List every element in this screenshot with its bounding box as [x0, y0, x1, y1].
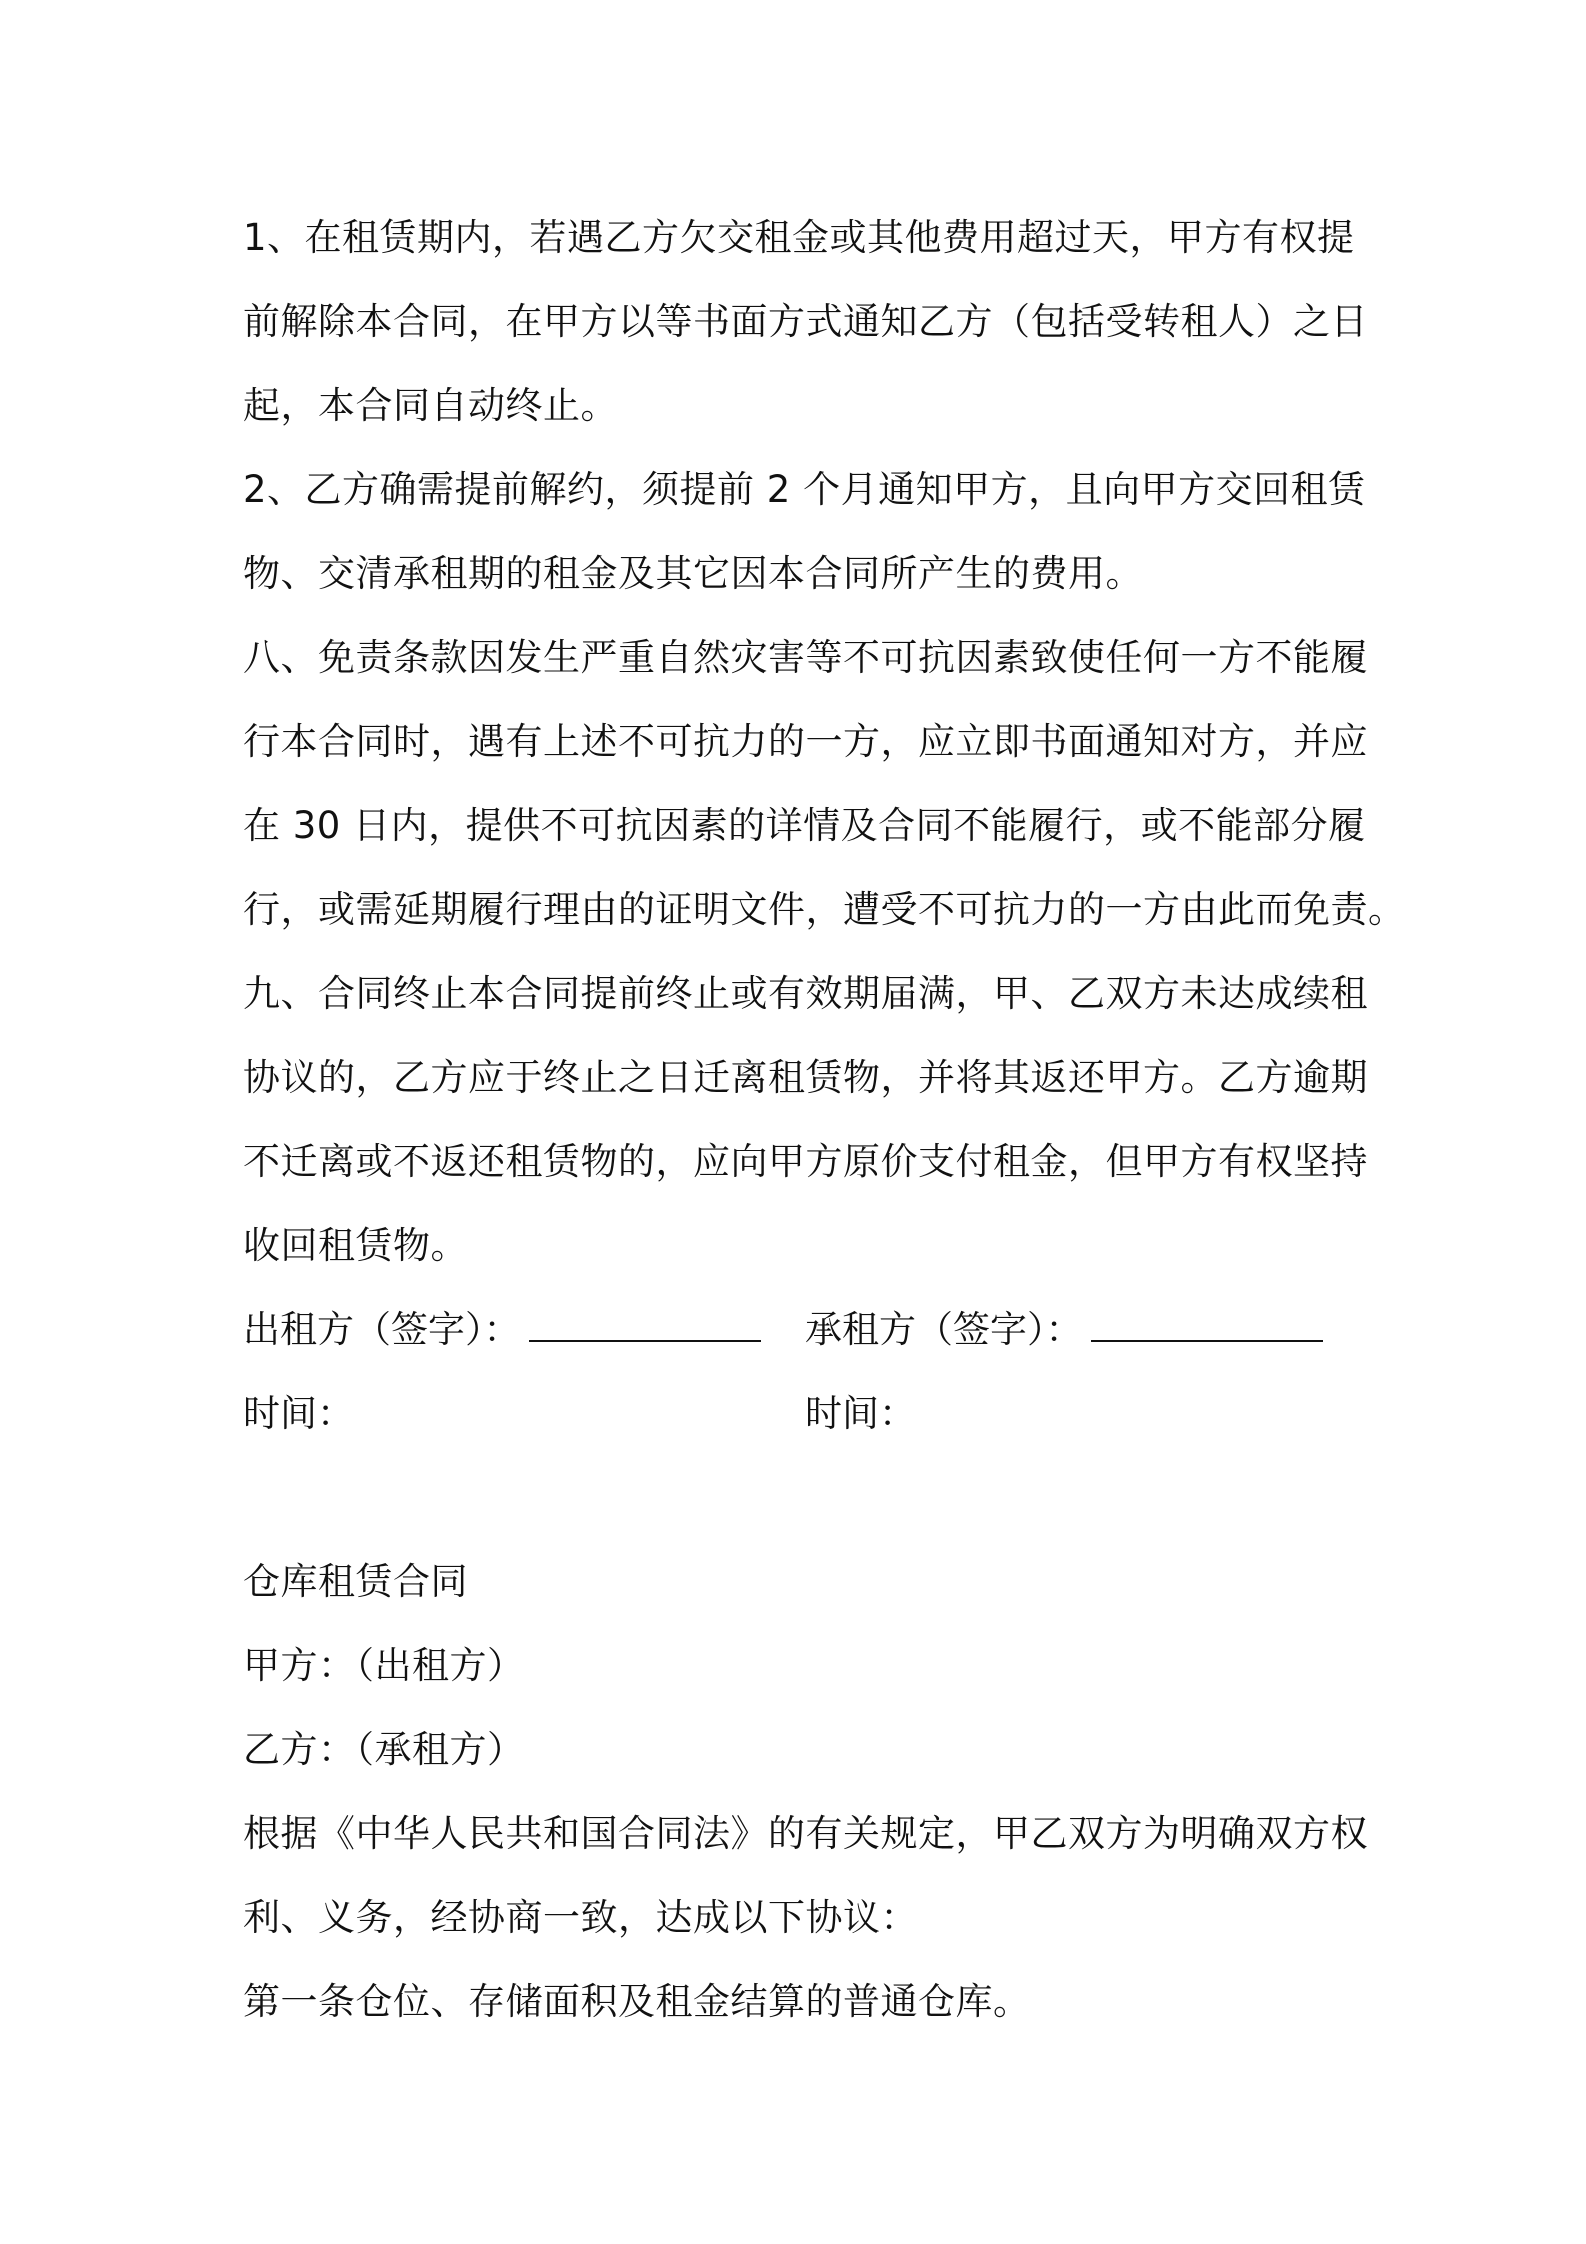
section8-line4: 行，或需延期履行理由的证明文件，遭受不可抗力的一方由此而免责。: [243, 888, 1406, 931]
section8-line2: 行本合同时，遇有上述不可抗力的一方，应立即书面通知对方，并应: [243, 720, 1368, 763]
section8-line1: 八、免责条款因发生严重自然灾害等不可抗因素致使任何一方不能履: [243, 636, 1368, 679]
article1-line: 第一条仓位、存储面积及租金结算的普通仓库。: [243, 1980, 1031, 2023]
time-row: [243, 1372, 1353, 1456]
lessor-signature-blank[interactable]: [529, 1310, 761, 1342]
lessor-time: [243, 1372, 354, 1456]
section9-line2: 协议的，乙方应于终止之日迁离租赁物，并将其返还甲方。乙方逾期: [243, 1056, 1368, 1099]
party-a-line: 甲方：（出租方）: [243, 1644, 525, 1687]
party-b-line: 乙方：（承租方）: [243, 1728, 525, 1771]
second-contract-title: 仓库租赁合同: [243, 1560, 468, 1603]
signature-row: [243, 1288, 1353, 1372]
termination-item1-line1: 1、在租赁期内，若遇乙方欠交租金或其他费用超过天，甲方有权提: [243, 216, 1355, 259]
lessee-signature-label: 承租方（签字）：: [805, 1308, 1083, 1351]
termination-item2-line1: 2、乙方确需提前解约，须提前 2 个月通知甲方，且向甲方交回租赁: [243, 468, 1366, 511]
section9-line4: 收回租赁物。: [243, 1224, 468, 1267]
lessor-signature: [243, 1288, 761, 1372]
intro-line2: 利、义务，经协商一致，达成以下协议：: [243, 1896, 918, 1939]
lessee-time: [805, 1372, 916, 1456]
section9-line3: 不迁离或不返还租赁物的，应向甲方原价支付租金，但甲方有权坚持: [243, 1140, 1368, 1183]
lessor-time-label: 时间：: [243, 1392, 354, 1435]
section-spacer: [243, 1456, 1353, 1540]
section9-line1: 九、合同终止本合同提前终止或有效期届满，甲、乙双方未达成续租: [243, 972, 1368, 1015]
termination-item1-line3: 起，本合同自动终止。: [243, 384, 618, 427]
lessee-signature: [805, 1288, 1323, 1372]
termination-item1-line2: 前解除本合同，在甲方以等书面方式通知乙方（包括受转租人）之日: [243, 300, 1368, 343]
lessee-time-label: 时间：: [805, 1392, 916, 1435]
intro-line1: 根据《中华人民共和国合同法》的有关规定，甲乙双方为明确双方权: [243, 1812, 1368, 1855]
termination-item2-line2: 物、交清承租期的租金及其它因本合同所产生的费用。: [243, 552, 1143, 595]
lessor-signature-label: 出租方（签字）：: [243, 1308, 521, 1351]
document-body: [243, 196, 1406, 2044]
section8-line3: 在 30 日内，提供不可抗因素的详情及合同不能履行，或不能部分履: [243, 804, 1366, 847]
lessee-signature-blank[interactable]: [1091, 1310, 1323, 1342]
